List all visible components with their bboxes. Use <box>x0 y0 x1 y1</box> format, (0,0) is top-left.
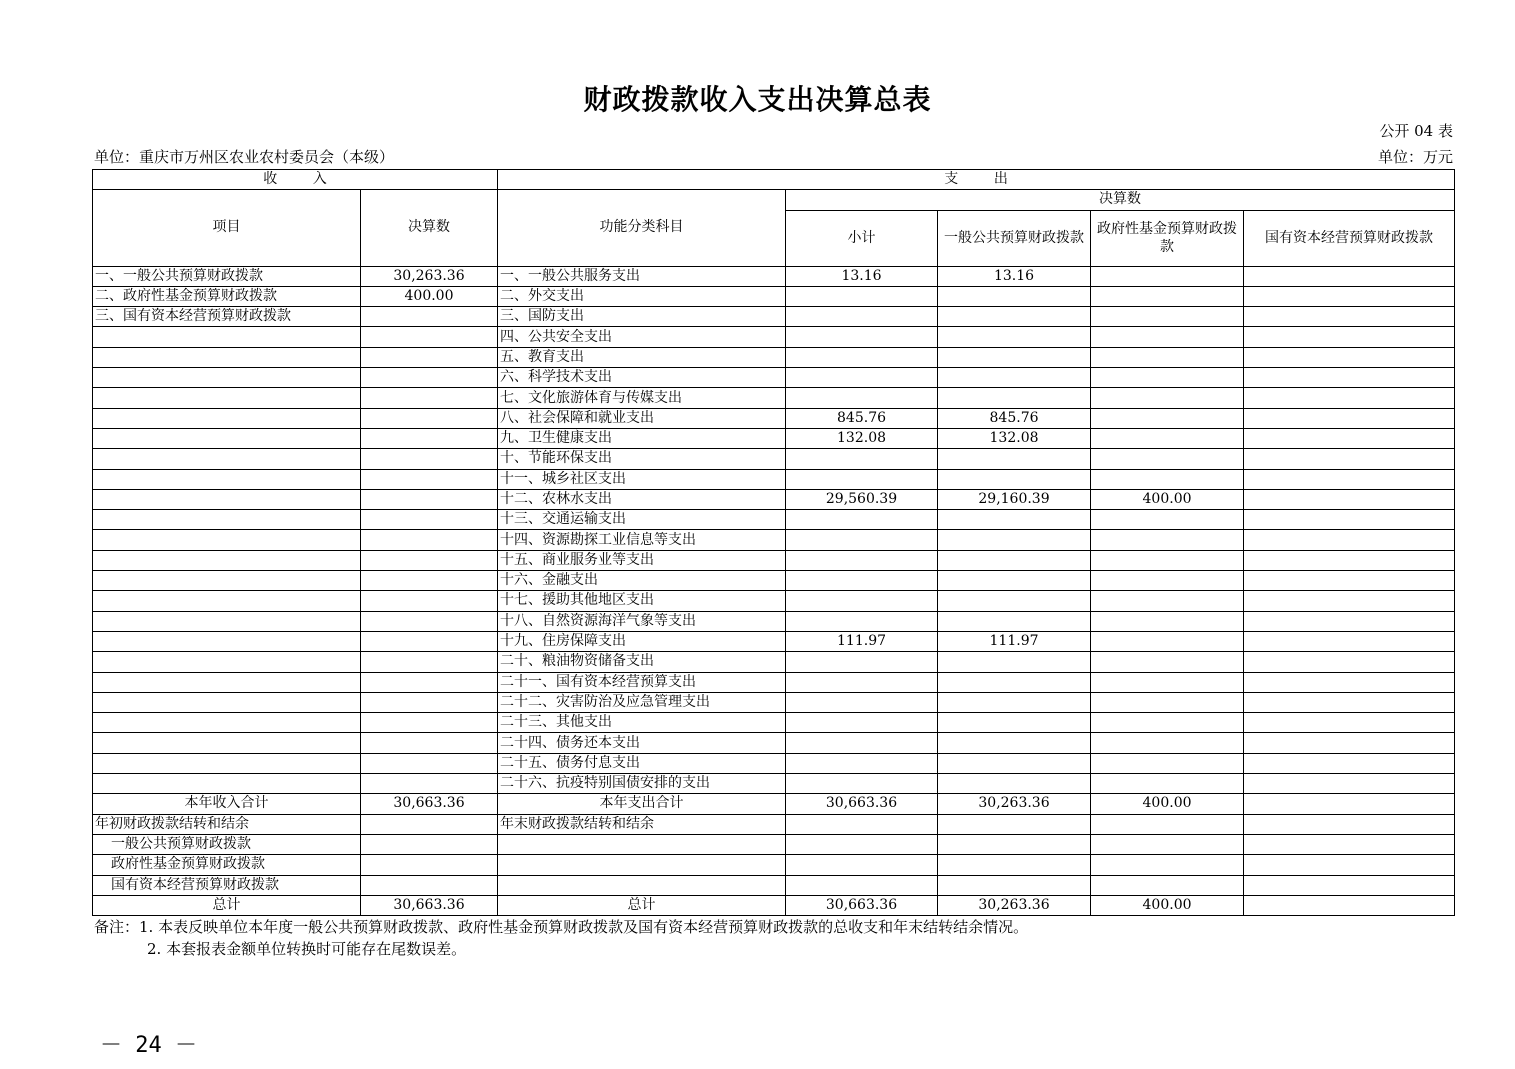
table-row <box>93 428 1455 448</box>
expense-item: 十一、城乡社区支出 <box>498 469 786 489</box>
income-item <box>93 489 361 509</box>
gov-fund-value <box>1091 286 1244 306</box>
expense-item: 十三、交通运输支出 <box>498 510 786 530</box>
table-row <box>93 489 1455 509</box>
income-header: 收 入 <box>93 170 498 190</box>
gov-fund-value <box>1091 428 1244 448</box>
income-item <box>93 611 361 631</box>
general-value <box>938 368 1091 388</box>
income-amount <box>361 753 498 773</box>
state-capital-grand <box>1244 895 1455 915</box>
general-value <box>938 611 1091 631</box>
income-amount <box>361 530 498 550</box>
general-value <box>938 550 1091 570</box>
state-capital-value <box>1244 327 1455 347</box>
subtotal-value: 29,560.39 <box>786 489 938 509</box>
expense-item: 二十六、抗疫特别国债安排的支出 <box>498 774 786 794</box>
carry-general <box>938 814 1091 834</box>
income-amount <box>361 388 498 408</box>
gov-fund-header: 政府性基金预算财政拨款 <box>1091 210 1244 266</box>
general-value: 845.76 <box>938 408 1091 428</box>
carry-expense-item: 年末财政拨款结转和结余 <box>498 814 786 834</box>
expense-item: 二十三、其他支出 <box>498 713 786 733</box>
state-capital-value <box>1244 510 1455 530</box>
income-grand-label: 总计 <box>93 895 361 915</box>
income-amount <box>361 591 498 611</box>
state-capital-value <box>1244 753 1455 773</box>
carry-income-item: 国有资本经营预算财政拨款 <box>93 875 361 895</box>
state-capital-header: 国有资本经营预算财政拨款 <box>1244 210 1455 266</box>
fiscal-appropriation-table <box>92 169 1455 916</box>
income-amount: 30,263.36 <box>361 266 498 286</box>
general-value <box>938 713 1091 733</box>
income-amount <box>361 510 498 530</box>
subtotal-value <box>786 652 938 672</box>
income-item <box>93 571 361 591</box>
table-row <box>93 550 1455 570</box>
carry-gov-fund <box>1091 875 1244 895</box>
income-item <box>93 753 361 773</box>
gov-fund-value: 400.00 <box>1091 489 1244 509</box>
gov-fund-value <box>1091 327 1244 347</box>
note-line-1: 备注：1. 本表反映单位本年度一般公共预算财政拨款、政府性基金预算财政拨款及国有资本经营预算财政拨款的总收支和年末结转结余情况。 <box>94 918 1029 936</box>
subtotal-header: 小计 <box>786 210 938 266</box>
carry-subtotal <box>786 834 938 854</box>
table-row <box>93 327 1455 347</box>
income-item <box>93 368 361 388</box>
carry-income-item: 一般公共预算财政拨款 <box>93 834 361 854</box>
table-row <box>93 530 1455 550</box>
gov-fund-value <box>1091 733 1244 753</box>
subtotal-value <box>786 469 938 489</box>
gov-fund-value <box>1091 266 1244 286</box>
carry-income-amount <box>361 814 498 834</box>
carry-gov-fund <box>1091 834 1244 854</box>
form-number: 公开 04 表 <box>1379 122 1453 140</box>
general-value <box>938 753 1091 773</box>
general-value: 13.16 <box>938 266 1091 286</box>
gov-fund-value <box>1091 692 1244 712</box>
gov-fund-value <box>1091 530 1244 550</box>
general-value <box>938 469 1091 489</box>
state-capital-value <box>1244 631 1455 651</box>
general-value <box>938 530 1091 550</box>
income-amount <box>361 733 498 753</box>
expense-item: 八、社会保障和就业支出 <box>498 408 786 428</box>
table-row <box>93 652 1455 672</box>
expense-item: 四、公共安全支出 <box>498 327 786 347</box>
gov-fund-value <box>1091 368 1244 388</box>
gov-fund-grand: 400.00 <box>1091 895 1244 915</box>
table-row <box>93 672 1455 692</box>
subtotal-value <box>786 286 938 306</box>
gov-fund-value <box>1091 550 1244 570</box>
carry-state-capital <box>1244 855 1455 875</box>
income-item <box>93 408 361 428</box>
state-capital-value <box>1244 408 1455 428</box>
gov-fund-total: 400.00 <box>1091 794 1244 814</box>
state-capital-value <box>1244 611 1455 631</box>
expense-total-label: 本年支出合计 <box>498 794 786 814</box>
income-item <box>93 550 361 570</box>
table-row <box>93 631 1455 651</box>
expense-item: 十、节能环保支出 <box>498 449 786 469</box>
subtotal-value <box>786 571 938 591</box>
income-item <box>93 591 361 611</box>
general-value <box>938 672 1091 692</box>
expense-item: 十四、资源勘探工业信息等支出 <box>498 530 786 550</box>
general-value: 132.08 <box>938 428 1091 448</box>
income-amount <box>361 449 498 469</box>
income-item <box>93 774 361 794</box>
carry-income-amount <box>361 855 498 875</box>
state-capital-value <box>1244 286 1455 306</box>
gov-fund-value <box>1091 388 1244 408</box>
expense-item: 十五、商业服务业等支出 <box>498 550 786 570</box>
income-amount <box>361 713 498 733</box>
expense-item: 六、科学技术支出 <box>498 368 786 388</box>
income-item <box>93 347 361 367</box>
expense-item: 二十五、债务付息支出 <box>498 753 786 773</box>
subtotal-grand: 30,663.36 <box>786 895 938 915</box>
carry-general <box>938 875 1091 895</box>
expense-grand-label: 总计 <box>498 895 786 915</box>
gov-fund-value <box>1091 713 1244 733</box>
carry-general <box>938 834 1091 854</box>
state-capital-value <box>1244 571 1455 591</box>
table-row <box>93 286 1455 306</box>
carry-expense-item <box>498 834 786 854</box>
expense-item: 二十二、灾害防治及应急管理支出 <box>498 692 786 712</box>
gov-fund-value <box>1091 774 1244 794</box>
general-value <box>938 510 1091 530</box>
carry-row <box>93 814 1455 834</box>
table-row <box>93 713 1455 733</box>
subtotal-value <box>786 591 938 611</box>
table-row <box>93 469 1455 489</box>
gov-fund-value <box>1091 307 1244 327</box>
gov-fund-value <box>1091 469 1244 489</box>
subtotal-value <box>786 307 938 327</box>
unit-currency: 单位：万元 <box>1377 148 1453 166</box>
general-budget-header: 一般公共预算财政拨款 <box>938 210 1091 266</box>
gov-fund-value <box>1091 672 1244 692</box>
gov-fund-value <box>1091 652 1244 672</box>
carry-subtotal <box>786 814 938 834</box>
income-item <box>93 428 361 448</box>
income-amount <box>361 550 498 570</box>
general-value: 111.97 <box>938 631 1091 651</box>
income-item <box>93 469 361 489</box>
income-amount <box>361 307 498 327</box>
subtotal-value <box>786 368 938 388</box>
gov-fund-value <box>1091 510 1244 530</box>
state-capital-value <box>1244 550 1455 570</box>
income-total-label: 本年收入合计 <box>93 794 361 814</box>
notes <box>94 916 1028 960</box>
income-amount <box>361 489 498 509</box>
subtotal-value: 845.76 <box>786 408 938 428</box>
expense-item: 二十一、国有资本经营预算支出 <box>498 672 786 692</box>
income-amount <box>361 774 498 794</box>
income-amount <box>361 692 498 712</box>
subtotal-value <box>786 713 938 733</box>
carry-state-capital <box>1244 875 1455 895</box>
subtotal-value: 13.16 <box>786 266 938 286</box>
income-amount <box>361 611 498 631</box>
income-item <box>93 510 361 530</box>
subtotal-value <box>786 388 938 408</box>
table-row <box>93 347 1455 367</box>
general-grand: 30,263.36 <box>938 895 1091 915</box>
gov-fund-value <box>1091 591 1244 611</box>
income-item: 二、政府性基金预算财政拨款 <box>93 286 361 306</box>
income-item <box>93 631 361 651</box>
expense-item: 十六、金融支出 <box>498 571 786 591</box>
state-capital-value <box>1244 652 1455 672</box>
subtotal-value <box>786 347 938 367</box>
income-amount <box>361 631 498 651</box>
carry-general <box>938 855 1091 875</box>
state-capital-value <box>1244 672 1455 692</box>
general-value <box>938 327 1091 347</box>
expense-item: 五、教育支出 <box>498 347 786 367</box>
general-value <box>938 733 1091 753</box>
income-item: 一、一般公共预算财政拨款 <box>93 266 361 286</box>
gov-fund-value <box>1091 347 1244 367</box>
table-row <box>93 591 1455 611</box>
income-item: 三、国有资本经营预算财政拨款 <box>93 307 361 327</box>
subtotal-value <box>786 550 938 570</box>
subtotal-value <box>786 753 938 773</box>
carry-gov-fund <box>1091 855 1244 875</box>
income-item <box>93 733 361 753</box>
gov-fund-value <box>1091 571 1244 591</box>
subtotal-value <box>786 733 938 753</box>
subtotal-value <box>786 611 938 631</box>
table-row <box>93 307 1455 327</box>
amount-header: 决算数 <box>361 190 498 266</box>
table-row <box>93 571 1455 591</box>
general-value <box>938 591 1091 611</box>
state-capital-value <box>1244 530 1455 550</box>
income-item <box>93 327 361 347</box>
final-amount-header: 决算数 <box>786 190 1455 210</box>
table-row <box>93 510 1455 530</box>
table-row <box>93 408 1455 428</box>
income-amount <box>361 428 498 448</box>
expense-item: 十八、自然资源海洋气象等支出 <box>498 611 786 631</box>
general-value <box>938 571 1091 591</box>
expense-item: 十九、住房保障支出 <box>498 631 786 651</box>
expense-item: 十二、农林水支出 <box>498 489 786 509</box>
general-value <box>938 774 1091 794</box>
income-total-amount: 30,663.36 <box>361 794 498 814</box>
state-capital-value <box>1244 449 1455 469</box>
subtotal-value: 111.97 <box>786 631 938 651</box>
table-row <box>93 388 1455 408</box>
income-amount <box>361 347 498 367</box>
expense-item: 七、文化旅游体育与传媒支出 <box>498 388 786 408</box>
state-capital-value <box>1244 692 1455 712</box>
subtotal-value <box>786 510 938 530</box>
income-amount <box>361 652 498 672</box>
expense-item: 十七、援助其他地区支出 <box>498 591 786 611</box>
carry-state-capital <box>1244 814 1455 834</box>
totals-row <box>93 794 1455 814</box>
state-capital-value <box>1244 489 1455 509</box>
subtotal-value <box>786 327 938 347</box>
state-capital-value <box>1244 469 1455 489</box>
page-number: － 24 － <box>100 1033 197 1058</box>
state-capital-value <box>1244 388 1455 408</box>
income-item <box>93 692 361 712</box>
income-amount <box>361 571 498 591</box>
carry-expense-item <box>498 855 786 875</box>
table-row <box>93 774 1455 794</box>
table-row <box>93 611 1455 631</box>
func-subject-header: 功能分类科目 <box>498 190 786 266</box>
subtotal-value: 132.08 <box>786 428 938 448</box>
state-capital-value <box>1244 428 1455 448</box>
carry-income-amount <box>361 834 498 854</box>
income-item <box>93 672 361 692</box>
income-amount <box>361 672 498 692</box>
carry-subtotal <box>786 855 938 875</box>
unit-organization: 单位：重庆市万州区农业农村委员会（本级） <box>94 148 395 166</box>
expense-item: 二十、粮油物资储备支出 <box>498 652 786 672</box>
page-title: 财政拨款收入支出决算总表 <box>583 83 932 116</box>
gov-fund-value <box>1091 408 1244 428</box>
carry-row <box>93 834 1455 854</box>
general-value <box>938 286 1091 306</box>
general-value <box>938 347 1091 367</box>
income-amount <box>361 469 498 489</box>
state-capital-value <box>1244 591 1455 611</box>
gov-fund-value <box>1091 753 1244 773</box>
gov-fund-value <box>1091 631 1244 651</box>
table-row <box>93 266 1455 286</box>
state-capital-total <box>1244 794 1455 814</box>
income-amount <box>361 327 498 347</box>
general-value <box>938 388 1091 408</box>
carry-gov-fund <box>1091 814 1244 834</box>
state-capital-value <box>1244 347 1455 367</box>
general-value: 29,160.39 <box>938 489 1091 509</box>
income-item <box>93 652 361 672</box>
subtotal-value <box>786 692 938 712</box>
expense-item: 一、一般公共服务支出 <box>498 266 786 286</box>
grand-total-row <box>93 895 1455 915</box>
table-row <box>93 692 1455 712</box>
expense-item: 九、卫生健康支出 <box>498 428 786 448</box>
state-capital-value <box>1244 266 1455 286</box>
state-capital-value <box>1244 713 1455 733</box>
general-value <box>938 449 1091 469</box>
carry-expense-item <box>498 875 786 895</box>
income-amount <box>361 368 498 388</box>
subtotal-value <box>786 449 938 469</box>
general-value <box>938 307 1091 327</box>
carry-income-item: 政府性基金预算财政拨款 <box>93 855 361 875</box>
income-amount <box>361 408 498 428</box>
carry-state-capital <box>1244 834 1455 854</box>
table-row <box>93 733 1455 753</box>
gov-fund-value <box>1091 611 1244 631</box>
table-row <box>93 753 1455 773</box>
state-capital-value <box>1244 307 1455 327</box>
income-item <box>93 449 361 469</box>
general-value <box>938 652 1091 672</box>
income-item <box>93 530 361 550</box>
carry-row <box>93 875 1455 895</box>
income-item <box>93 388 361 408</box>
carry-income-item: 年初财政拨款结转和结余 <box>93 814 361 834</box>
expense-item: 二、外交支出 <box>498 286 786 306</box>
note-line-2: 2. 本套报表金额单位转换时可能存在尾数误差。 <box>147 940 467 958</box>
subtotal-value <box>786 672 938 692</box>
subtotal-value <box>786 774 938 794</box>
carry-row <box>93 855 1455 875</box>
gov-fund-value <box>1091 449 1244 469</box>
subtotal-total: 30,663.36 <box>786 794 938 814</box>
general-value <box>938 692 1091 712</box>
expense-item: 三、国防支出 <box>498 307 786 327</box>
subtotal-value <box>786 530 938 550</box>
state-capital-value <box>1244 774 1455 794</box>
general-total: 30,263.36 <box>938 794 1091 814</box>
income-item <box>93 713 361 733</box>
income-grand-amount: 30,663.36 <box>361 895 498 915</box>
carry-income-amount <box>361 875 498 895</box>
table-row <box>93 449 1455 469</box>
state-capital-value <box>1244 368 1455 388</box>
item-header: 项目 <box>93 190 361 266</box>
carry-subtotal <box>786 875 938 895</box>
table-row <box>93 368 1455 388</box>
income-amount: 400.00 <box>361 286 498 306</box>
state-capital-value <box>1244 733 1455 753</box>
expense-item: 二十四、债务还本支出 <box>498 733 786 753</box>
expense-header: 支 出 <box>498 170 1455 190</box>
